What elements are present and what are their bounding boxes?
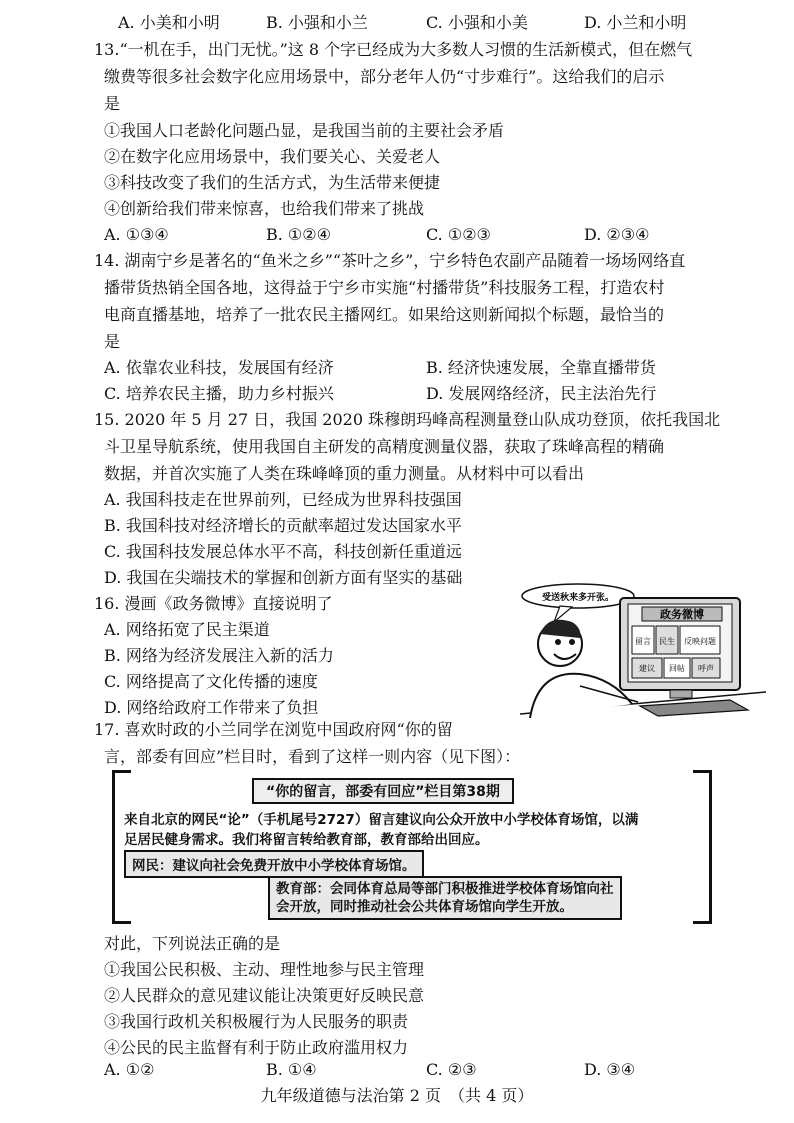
q12-option-c: C. 小强和小美 xyxy=(426,13,528,32)
q13-option-c: C. ①②③ xyxy=(426,225,491,244)
q16-stem: 16. 漫画《政务微博》直接说明了 xyxy=(94,594,333,613)
q13-stem-line-3: 是 xyxy=(104,94,121,113)
q15-option-b: B. 我国科技对经济增长的贡献率超过发达国家水平 xyxy=(104,516,462,535)
q17-stem-2: 对此，下列说法正确的是 xyxy=(104,934,281,953)
cartoon-speech-text: 受送秋来多开张。 xyxy=(541,593,615,603)
q14-option-d: D. 发展网络经济，民主法治先行 xyxy=(426,384,657,403)
q12-option-d: D. 小兰和小明 xyxy=(584,13,687,32)
page-footer: 九年级道德与法治第 2 页 （共 4 页） xyxy=(260,1086,534,1105)
q17-notice-figure xyxy=(112,770,712,922)
cartoon-screen-title: 政务微博 xyxy=(660,608,704,621)
q17-stem-line-1: 17. 喜欢时政的小兰同学在浏览中国政府网“你的留 xyxy=(94,720,453,739)
q14-stem-line-1: 14. 湖南宁乡是著名的“鱼米之乡”“茶叶之乡”，宁乡特色农副产品随着一场场网络直 xyxy=(94,251,686,270)
q16-option-a: A. 网络拓宽了民主渠道 xyxy=(104,620,270,639)
q13-statement-2: ②在数字化应用场景中，我们要关心、关爱老人 xyxy=(104,147,441,166)
q13-statement-1: ①我国人口老龄化问题凸显，是我国当前的主要社会矛盾 xyxy=(104,121,505,140)
q14-option-b: B. 经济快速发展，全靠直播带货 xyxy=(426,358,656,377)
q15-option-d: D. 我国在尖端技术的掌握和创新方面有坚实的基础 xyxy=(104,568,463,587)
cartoon-cell-2: 民生 xyxy=(659,637,675,646)
notice-ministry-line-1: 教育部：会同体育总局等部门积极推进学校体育场馆向社 xyxy=(276,881,614,897)
q17-option-a: A. ①② xyxy=(104,1060,155,1079)
q15-stem-line-3: 数据，并首次实施了人类在珠峰峰顶的重力测量。从材料中可以看出 xyxy=(104,464,585,483)
q17-statement-4: ④公民的民主监督有利于防止政府滥用权力 xyxy=(104,1038,409,1057)
cartoon-cell-5: 回帖 xyxy=(669,664,685,673)
q14-option-a: A. 依靠农业科技，发展国有经济 xyxy=(104,358,334,377)
q17-statement-1: ①我国公民积极、主动、理性地参与民主管理 xyxy=(104,960,425,979)
q17-statement-2: ②人民群众的意见建议能让决策更好反映民意 xyxy=(104,986,425,1005)
notice-text-2: 足居民健身需求。我们将留言转给教育部，教育部给出回应。 xyxy=(124,832,489,848)
q12-option-a: A. 小美和小明 xyxy=(118,13,220,32)
cartoon-government-microblog xyxy=(520,582,770,718)
q14-stem-line-2: 播带货热销全国各地，这得益于宁乡市实施“村播带货”科技服务工程，打造农村 xyxy=(104,278,665,297)
q14-stem-line-3: 电商直播基地，培养了一批农民主播网红。如果给这则新闻拟个标题，最恰当的 xyxy=(104,305,665,324)
q17-stem-line-2: 言，部委有回应”栏目时，看到了这样一则内容（见下图）： xyxy=(104,747,521,766)
q16-option-b: B. 网络为经济发展注入新的活力 xyxy=(104,646,334,665)
cartoon-cell-3: 反映问题 xyxy=(684,637,716,646)
q12-option-b: B. 小强和小兰 xyxy=(266,13,368,32)
q15-stem-line-1: 15. 2020 年 5 月 27 日，我国 2020 珠穆朗玛峰高程测量登山队成功登顶，依托我国北 xyxy=(94,410,721,429)
q17-option-c: C. ②③ xyxy=(426,1060,477,1079)
q16-option-c: C. 网络提高了文化传播的速度 xyxy=(104,672,318,691)
cartoon-cell-1: 留言 xyxy=(635,637,651,646)
q13-statement-4: ④创新给我们带来惊喜，也给我们带来了挑战 xyxy=(104,199,425,218)
notice-ministry-line-2: 会开放，同时推动社会公共体育场馆向学生开放。 xyxy=(276,899,573,915)
q13-option-b: B. ①②④ xyxy=(266,225,331,244)
q13-option-a: A. ①③④ xyxy=(104,225,169,244)
q17-option-b: B. ①④ xyxy=(266,1060,317,1079)
q13-stem-line-2: 缴费等很多社会数字化应用场景中，部分老年人仍“寸步难行”。这给我们的启示 xyxy=(104,67,665,86)
q13-statement-3: ③科技改变了我们的生活方式，为生活带来便捷 xyxy=(104,173,441,192)
notice-text-1: 来自北京的网民“论”（手机尾号2727）留言建议向公众开放中小学校体育场馆，以满 xyxy=(124,812,639,828)
q13-option-d: D. ②③④ xyxy=(584,225,650,244)
q14-stem-line-4: 是 xyxy=(104,332,121,351)
q13-stem-line-1: 13.“一机在手，出门无忧。”这 8 个字已经成为大多数人习惯的生活新模式，但在燃气 xyxy=(94,40,693,59)
q16-option-d: D. 网络给政府工作带来了负担 xyxy=(104,698,319,717)
q15-option-a: A. 我国科技走在世界前列，已经成为世界科技强国 xyxy=(104,490,462,509)
cartoon-cell-4: 建议 xyxy=(639,664,655,673)
notice-netizen-box: 网民：建议向社会免费开放中小学校体育场馆。 xyxy=(124,850,424,878)
q14-option-c: C. 培养农民主播，助力乡村振兴 xyxy=(104,384,334,403)
cartoon-cell-6: 呼声 xyxy=(698,664,714,673)
q15-stem-line-2: 斗卫星导航系统，使用我国自主研发的高精度测量仪器，获取了珠峰高程的精确 xyxy=(104,437,665,456)
notice-title: “你的留言，部委有回应”栏目第38期 xyxy=(252,778,514,804)
q17-statement-3: ③我国行政机关积极履行为人民服务的职责 xyxy=(104,1012,409,1031)
notice-ministry-box xyxy=(268,876,622,920)
q17-option-d: D. ③④ xyxy=(584,1060,636,1079)
q15-option-c: C. 我国科技发展总体水平不高，科技创新任重道远 xyxy=(104,542,462,561)
